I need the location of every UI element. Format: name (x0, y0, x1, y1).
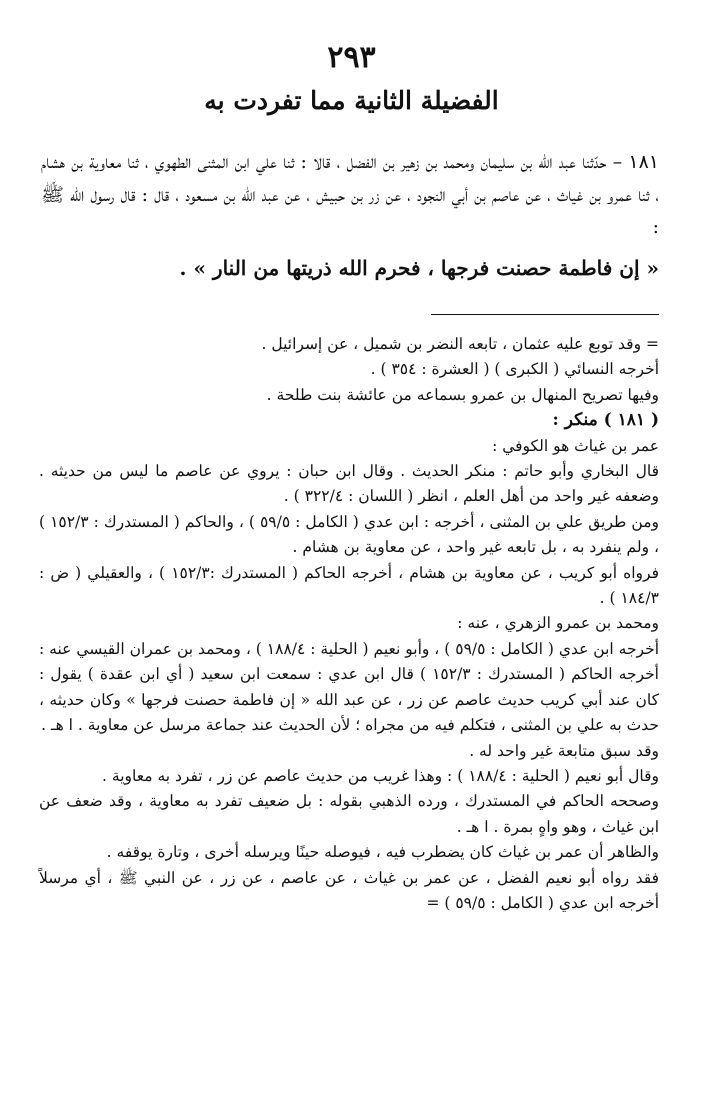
footnote-heading: ( ١٨١ ) منكر : (552, 410, 659, 431)
footnote-line: فقد رواه أبو نعيم الفضل ، عن عمر بن غياث ، عن عاصم ، عن زر ، عن النبي ﷺ ، أي مرسلاً أخرجه ابن عدي ( الكامل : ٥٩/٥ ) = (39, 868, 659, 912)
hadith-narration: ١٨١ – حدّثنا عبد الله بن سليمان ومحمد بن زهير بن الفضل ، قالا : ثنا علي ابن المثنى الطهوي ، ثنا معاوية بن هشام ، ثنا عمرو بن غياث ، عن عاصم بن أبي النجود ، عن زر بن حبيش ، عن عبد الله بن مسعود ، قال : قال رسول الله ﷺ : (41, 151, 659, 238)
footnote-line: ومن طريق علي بن المثنى ، أخرجه : ابن عدي ( الكامل : ٥٩/٥ ) ، والحاكم ( المستدرك : ١٥٢/٣ ) ، ولم ينفرد به ، بل تابعه غير واحد ، عن معاوية بن هشام . (39, 512, 659, 557)
page-number: ٢٩٣ (327, 40, 376, 75)
hadith-text: « إن فاطمة حصنت فرجها ، فحرم الله ذريتها من النار » . (179, 255, 659, 280)
footnote-line: وفيها تصريح المنهال بن عمرو بسماعه من عائشة بنت طلحة . (266, 385, 659, 404)
footnote-line: وصححه الحاكم في المستدرك ، ورده الذهبي بقوله : بل ضعيف تفرد به معاوية ، وقد ضعف عن ابن غياث ، وهو واهٍ بمرة . ا هـ . (39, 792, 659, 836)
footnote-line: والظاهر أن عمر بن غياث كان يضطرب فيه ، فيوصله حينًا ويرسله أخرى ، وتارة يوقفه . (106, 843, 659, 862)
footnote-line: فرواه أبو كريب ، عن معاوية بن هشام ، أخرجه الحاكم ( المستدرك :١٥٢/٣ ) ، والعقيلي ( ض : ١٨٤/٣ ) . (39, 563, 659, 608)
chapter-title: الفضيلة الثانية مما تفردت به (204, 86, 499, 115)
footnote-line: = وقد توبع عليه عثمان ، تابعه النضر بن شميل ، عن إسرائيل . (261, 335, 659, 353)
footnote-line: أخرجه ابن عدي ( الكامل : ٥٩/٥ ) ، وأبو نعيم ( الحلية : ١٨٨/٤ ) ، ومحمد بن عمران القيسي عنه : أخرجه الحاكم ( المستدرك : ١٥٢/٣ ) قال ابن عدي : سمعت ابن سعيد ( أي ابن عقدة ) يقول : كان عند أبي كريب حديث عاصم عن زر ، عن عبد الله « إن فاطمة حصنت فرجها » وكان حديثه ، حدث به علي بن المثنى ، فتكلم فيه من مجراه ؛ لأن الحديث عند جماعة مرسل عن معاوية . ا هـ . (39, 639, 659, 735)
main-text (41, 146, 659, 284)
footnote-line: عمر بن غياث هو الكوفي : (492, 436, 659, 455)
footnote-line: أخرجه النسائي ( الكبرى ) ( العشرة : ٣٥٤ ) . (370, 360, 659, 379)
footnote-line: وقد سبق متابعة غير واحد له . (469, 741, 659, 760)
footnote-line: وقال أبو نعيم ( الحلية : ١٨٨/٤ ) : وهذا غريب من حديث عاصم عن زر ، تفرد به معاوية . (102, 766, 659, 785)
footnote-separator (431, 314, 659, 315)
footnote-line: قال البخاري وأبو حاتم : منكر الحديث . وقال ابن حبان : يروي عن عاصم ما ليس من حديثه . وضعفه غير واحد من أهل العلم ، انظر ( اللسان : ٣٢٢/٤ ) . (39, 462, 659, 506)
footnotes (39, 332, 659, 916)
footnote-line: ومحمد بن عمرو الزهري ، عنه : (457, 614, 659, 633)
